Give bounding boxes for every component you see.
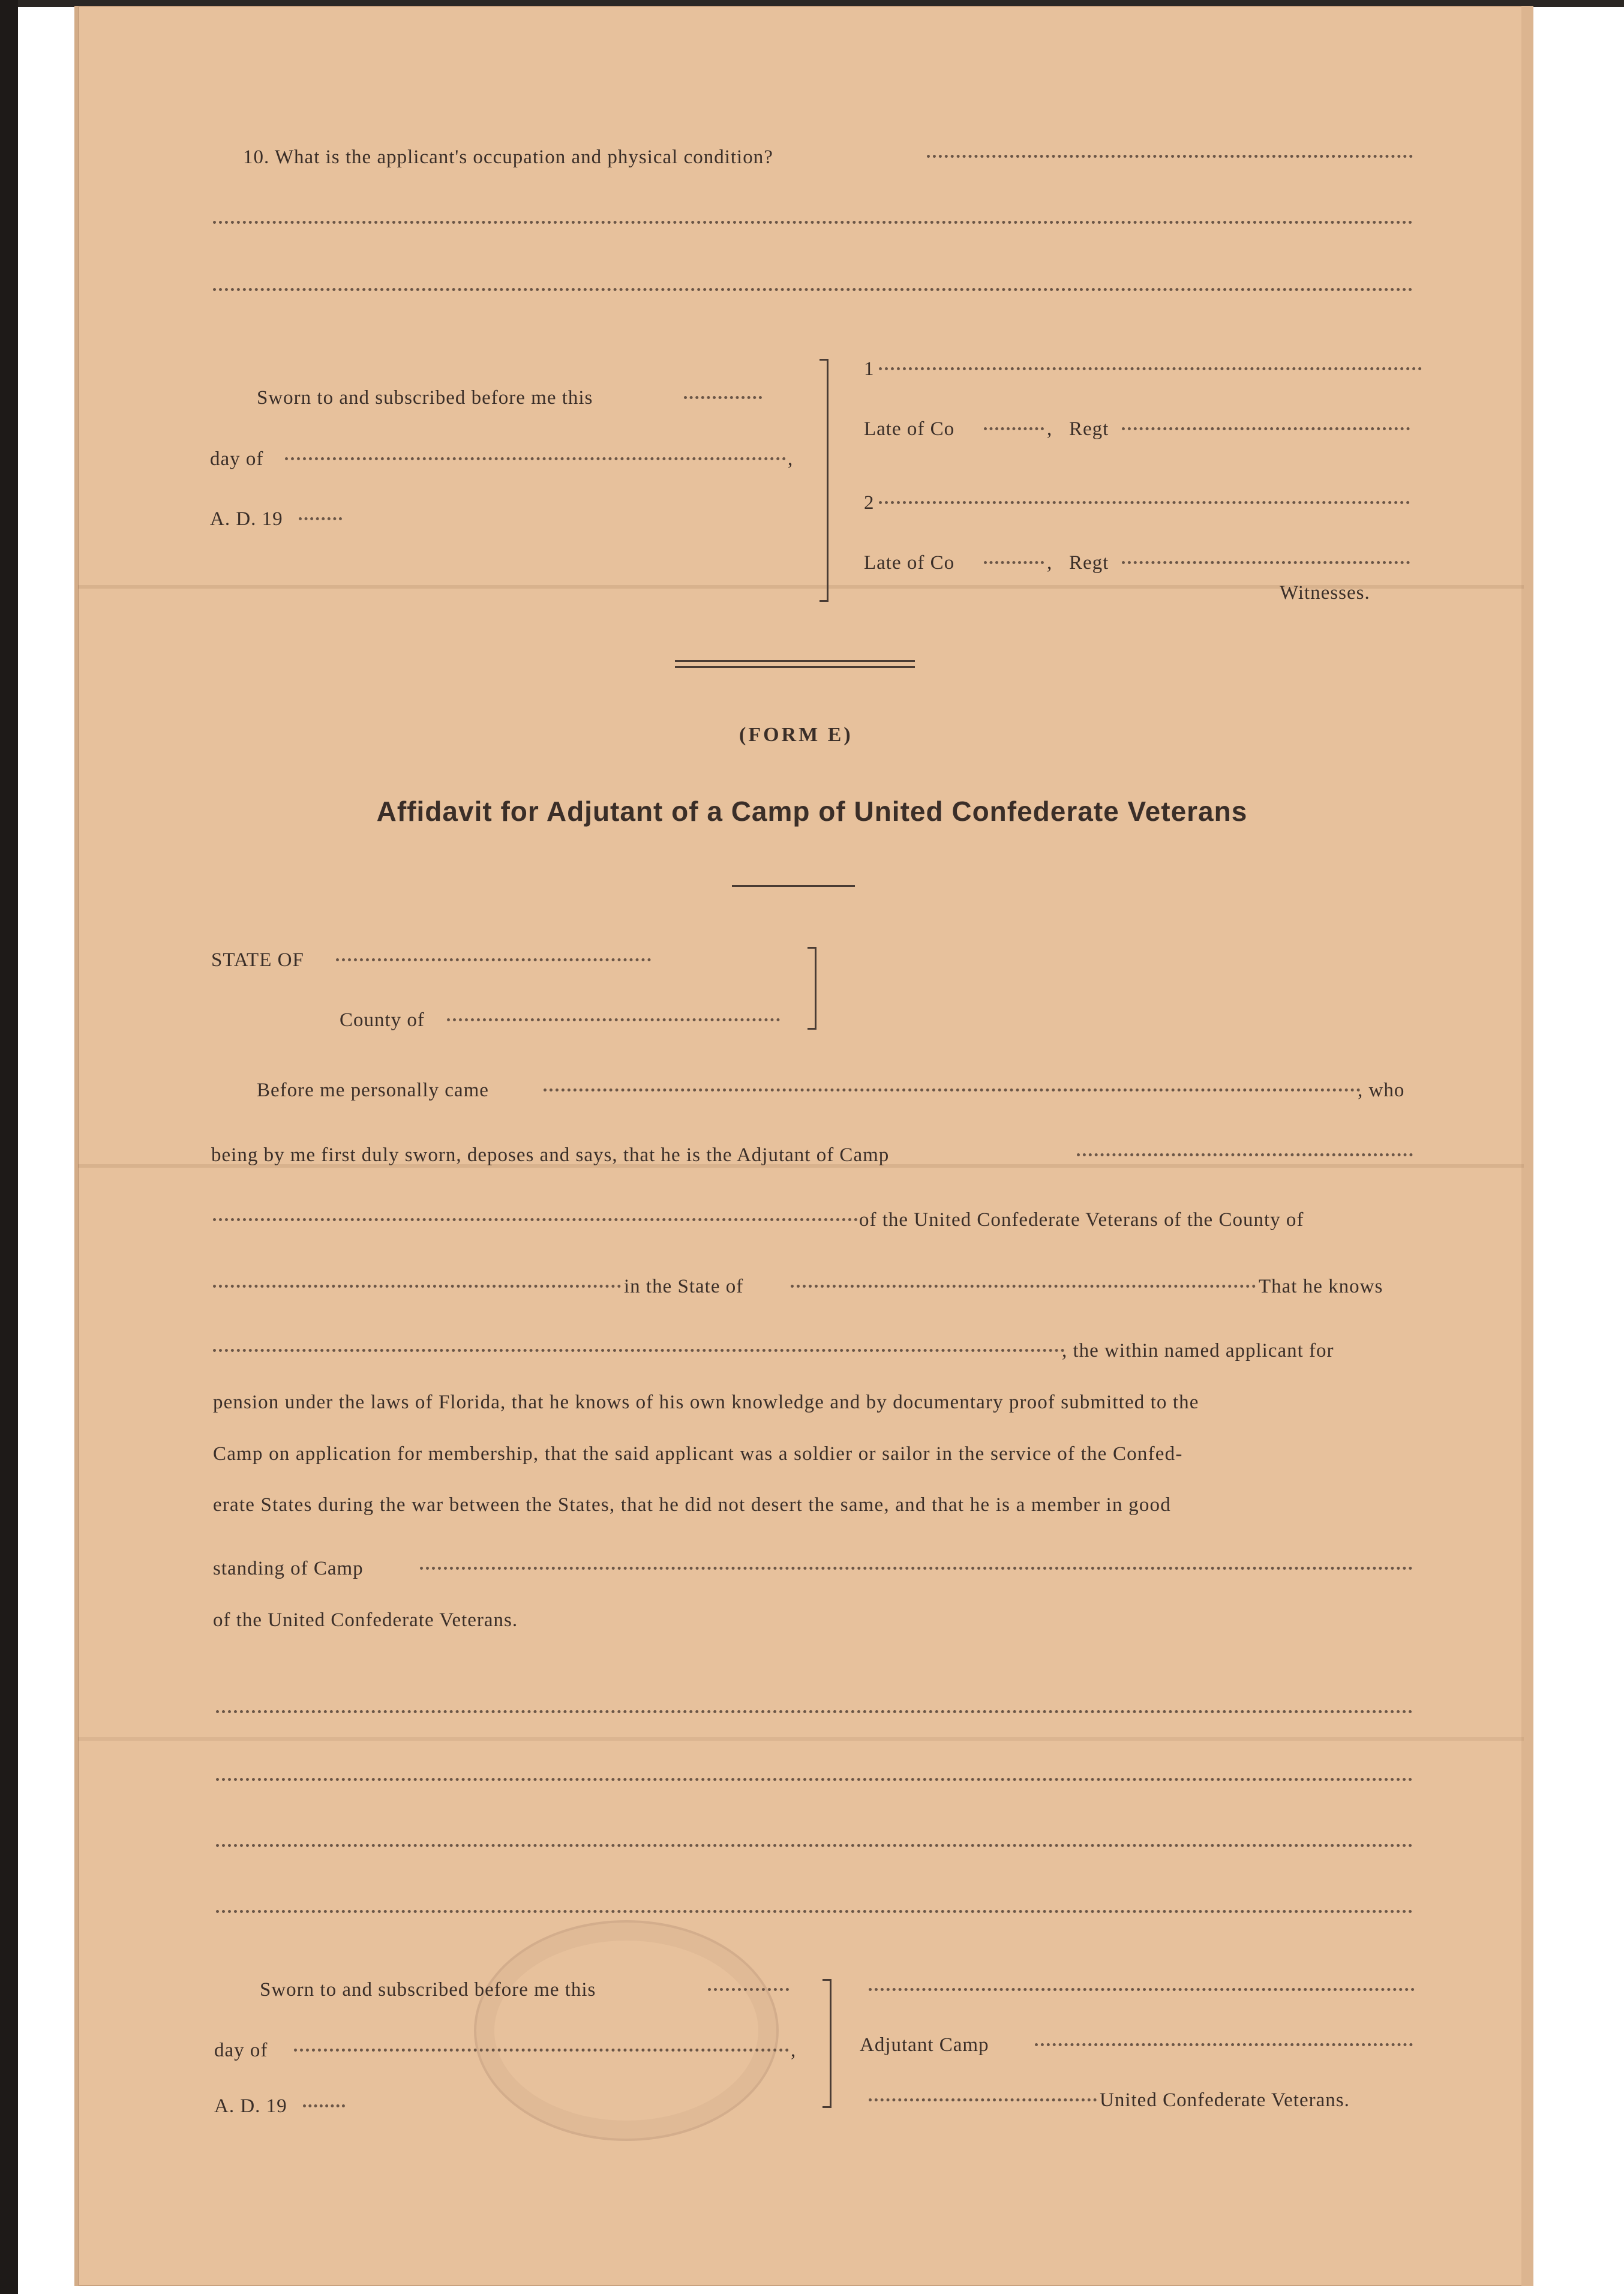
ucv-label: United Confederate Veterans. — [1100, 2089, 1350, 2111]
regt-1: Regt — [1069, 418, 1109, 440]
fill-line — [303, 2104, 345, 2107]
comma: , — [791, 2040, 797, 2061]
fill-line — [1077, 1153, 1413, 1156]
comma: , — [788, 448, 794, 470]
double-rule — [675, 660, 915, 662]
fill-line — [213, 221, 1413, 224]
fill-line — [299, 517, 342, 520]
fill-line — [544, 1088, 1361, 1091]
witness-2-number: 2 — [864, 492, 875, 514]
witness-1-number: 1 — [864, 358, 875, 380]
fill-line — [420, 1567, 1413, 1570]
fill-line — [447, 1018, 780, 1021]
fill-line — [984, 427, 1044, 430]
fill-line — [336, 958, 651, 961]
day-of-label: day of — [210, 448, 264, 470]
fill-line — [879, 501, 1410, 504]
of-ucv-text: of the United Confederate Veterans. — [213, 1609, 518, 1631]
regt-2: Regt — [1069, 552, 1109, 574]
fill-line — [708, 1988, 789, 1991]
double-rule — [675, 666, 915, 668]
fill-line — [213, 1349, 1065, 1352]
bracket-end — [808, 1028, 816, 1030]
adjutant-camp-label: Adjutant Camp — [860, 2034, 989, 2056]
fold-line — [78, 1737, 1524, 1741]
fill-line — [1122, 561, 1410, 564]
ad-label: A. D. 19 — [210, 508, 283, 530]
title-rule — [732, 885, 855, 887]
fill-line — [213, 288, 1413, 291]
fill-line — [213, 1285, 621, 1288]
ad-label-2: A. D. 19 — [214, 2095, 287, 2117]
witnesses-label: Witnesses. — [1280, 582, 1370, 604]
fill-line — [294, 2049, 789, 2052]
bracket — [830, 1979, 831, 2108]
fill-line — [216, 1910, 1413, 1913]
affidavit-title: Affidavit for Adjutant of a Camp of United Confederate Veterans — [376, 796, 1248, 827]
bracket-end — [808, 947, 816, 949]
scanner-background-left — [0, 0, 18, 2294]
fill-line — [1035, 2043, 1413, 2046]
fill-line — [216, 1778, 1413, 1781]
bracket-end — [822, 2106, 831, 2108]
fill-line — [213, 1218, 858, 1221]
sworn-text-2: Sworn to and subscribed before me this — [260, 1979, 596, 2001]
body-line-2: Camp on application for membership, that the said applicant was a soldier or sailor in the service of the Confed- — [213, 1443, 1183, 1465]
fill-line — [879, 367, 1422, 370]
of-ucv-county-text: of the United Confederate Veterans of the County of — [859, 1209, 1304, 1231]
county-of-label: County of — [340, 1009, 425, 1031]
embossed-seal — [474, 1920, 779, 2141]
being-by-me-text: being by me first duly sworn, deposes and says, that he is the Adjutant of Camp — [211, 1144, 890, 1166]
bracket — [827, 359, 828, 602]
bracket-end — [822, 1979, 831, 1981]
question-10: 10. What is the applicant's occupation and physical condition? — [243, 146, 773, 168]
body-line-1: pension under the laws of Florida, that he knows of his own knowledge and by documentary proof submitted to the — [213, 1392, 1199, 1413]
day-of-label-2: day of — [214, 2040, 268, 2061]
who-text: , who — [1358, 1079, 1405, 1101]
signature-line — [869, 1988, 1415, 1991]
fill-line — [285, 457, 786, 460]
late-of-co-1: Late of Co — [864, 418, 955, 440]
fill-line — [684, 396, 762, 399]
sworn-text: Sworn to and subscribed before me this — [257, 387, 593, 409]
bracket-end — [819, 600, 828, 602]
within-named-text: , the within named applicant for — [1062, 1340, 1334, 1362]
late-of-co-2: Late of Co — [864, 552, 955, 574]
fill-line — [791, 1285, 1256, 1288]
comma: , — [1047, 418, 1053, 440]
state-of-label: STATE OF — [211, 949, 304, 971]
before-me-text: Before me personally came — [257, 1079, 489, 1101]
that-he-knows-text: That he knows — [1259, 1276, 1383, 1297]
paper-edge — [1521, 6, 1533, 2286]
in-the-state-of-text: in the State of — [624, 1276, 744, 1297]
fill-line — [869, 2098, 1097, 2101]
bracket-end — [819, 359, 828, 361]
fill-line — [216, 1844, 1413, 1847]
fill-line — [216, 1710, 1413, 1713]
fill-line — [927, 155, 1413, 158]
fill-line — [984, 561, 1044, 564]
comma: , — [1047, 552, 1053, 574]
fill-line — [1122, 427, 1410, 430]
standing-of-camp-text: standing of Camp — [213, 1558, 364, 1579]
bracket — [815, 947, 816, 1030]
form-label: (FORM E) — [739, 724, 853, 746]
body-line-3: erate States during the war between the States, that he did not desert the same, and that he is a member in good — [213, 1494, 1171, 1516]
